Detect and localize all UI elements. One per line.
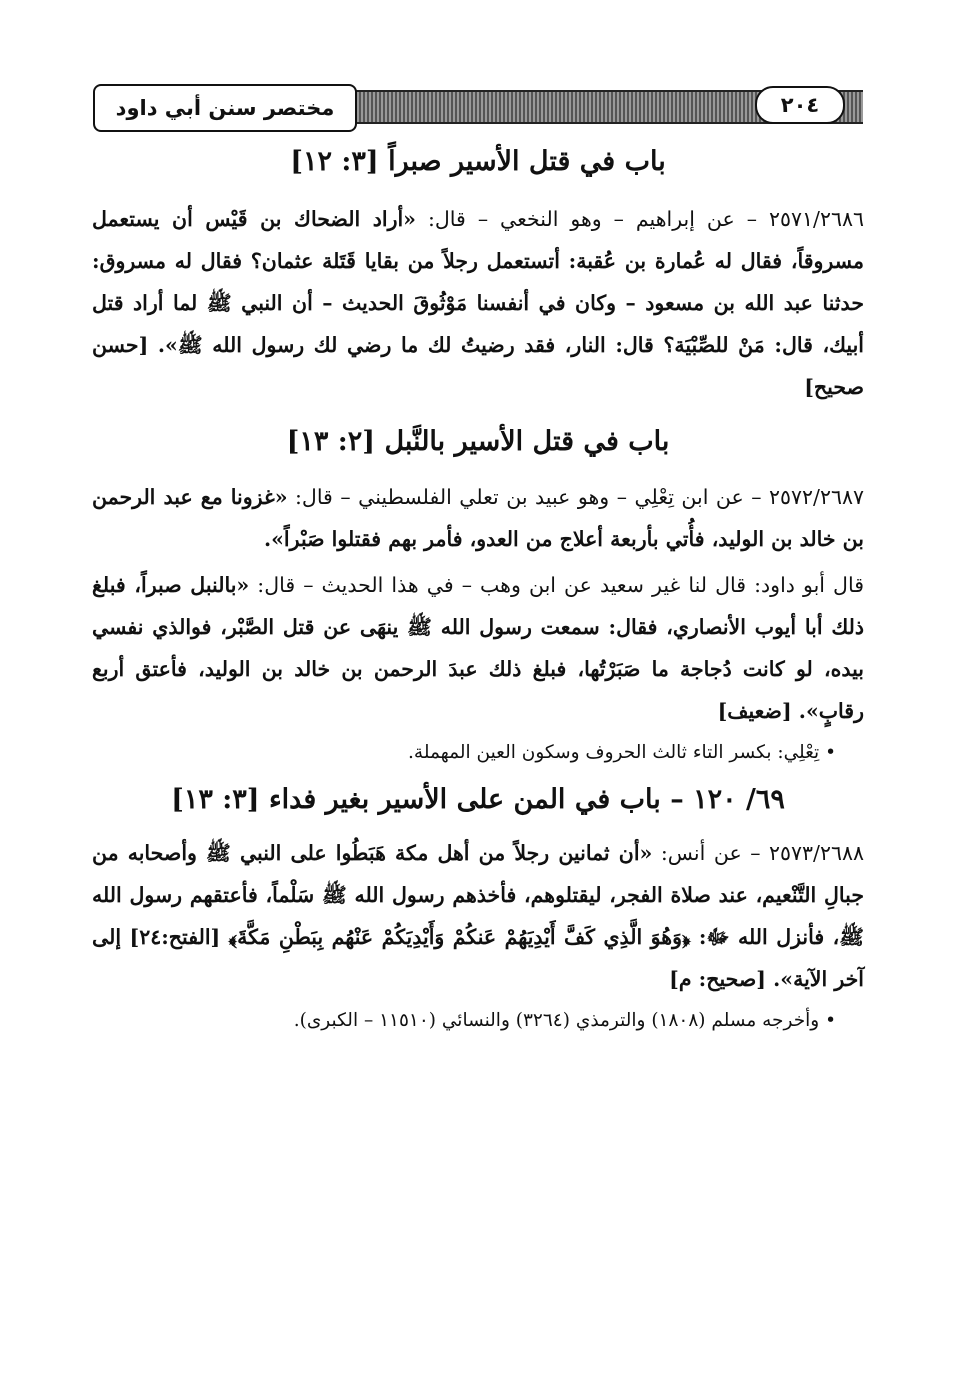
hadith-2687-text: «غزونا مع عبد الرحمن بن خالد بن الوليد، فأُتي بأربعة أعلاج من العدو، فأمر بهم فقتلوا صَبْراً».	[92, 485, 864, 551]
page-content	[92, 138, 864, 1038]
abu-dawud-comment	[92, 564, 864, 732]
hadith-2687-number: ٢٥٧٢/٢٦٨٧ – عن ابن تِعْلِي – وهو عبيد بن تعلي الفلسطيني – قال:	[287, 485, 865, 509]
page-header	[93, 84, 863, 132]
book-title: مختصر سنن أبي داود	[93, 84, 357, 132]
abu-dawud-comment-text: «بالنبل صبراً، فبلغ ذلك أبا أيوب الأنصاري، فقال: سمعت رسول الله ﷺ ينهَى عن قتل الصَّبْر، فوالذي نفسي بيده، لو كانت دُجاجة ما صَبَرْتُها، فبلغ ذلك عبدَ الرحمن بن خالد بن الوليد، فأعتق أربع رقابٍ». [ضعيف]	[92, 573, 864, 723]
footnote-takhrij: • وأخرجه مسلم (١٨٠٨) والترمذي (٣٢٦٤) والنسائي (١١٥١٠ – الكبرى).	[293, 1010, 836, 1031]
hadith-2686	[92, 198, 864, 408]
hadith-2686-text: «أراد الضحاك بن قَيْس أن يستعمل مسروقاً، فقال له عُمارة بن عُقبة: أتستعمل رجلاً من بقايا قَتَلة عثمان؟ فقال له مسروق: حدثنا عبد الله بن مسعود – وكان في أنفسنا مَوْثُوقَ الحديث – أن النبي ﷺ لما أراد قتل أبيك، قال: مَنْ للصِّبْيَة؟ قال: النار، فقد رضيتُ لك ما رضي لك رسول الله ﷺ». [حسن صحيح]	[92, 207, 864, 399]
hadith-2686-number: ٢٥٧١/٢٦٨٦ – عن إبراهيم – وهو النخعي – قال:	[416, 207, 864, 231]
hadith-2688-text: «أن ثمانين رجلاً من أهل مكة هَبَطُوا على النبي ﷺ وأصحابه من جبالِ التَّنْعيم، عند صلاة الفجر، ليقتلوهم، فأخذهم رسول الله ﷺ سَلْماً، فأعتقهم رسول الله ﷺ، فأنزل الله ﷻ: ﴿وَهُوَ الَّذِي كَفَّ أَيْدِيَهُمْ عَنكُمْ وَأَيْدِيَكُمْ عَنْهُم بِبَطْنِ مَكَّةَ﴾ [الفتح:٢٤] إلى آخر الآية». [صحيح: م]	[92, 841, 864, 991]
abu-dawud-comment-intro: قال أبو داود: قال لنا غير سعيد عن ابن وهب – في هذا الحديث – قال:	[249, 573, 864, 597]
footnote-ti3li: • تِعْلِي: بكسر التاء ثالث الحروف وسكون العين المهملة.	[408, 742, 836, 763]
chapter-heading-3: ٦٩/ ١٢٠ – باب في المن على الأسير بغير فداء [٣: ١٣]	[171, 784, 785, 815]
hadith-2688	[92, 832, 864, 1000]
hadith-2687	[92, 476, 864, 560]
chapter-heading-1: باب في قتل الأسير صبراً [٣: ١٢]	[290, 146, 666, 177]
chapter-heading-2: باب في قتل الأسير بالنَّبل [٢: ١٣]	[286, 426, 670, 457]
page-number: ٢٠٤	[755, 86, 845, 124]
hadith-2688-number: ٢٥٧٣/٢٦٨٨ – عن أنس:	[652, 841, 864, 865]
